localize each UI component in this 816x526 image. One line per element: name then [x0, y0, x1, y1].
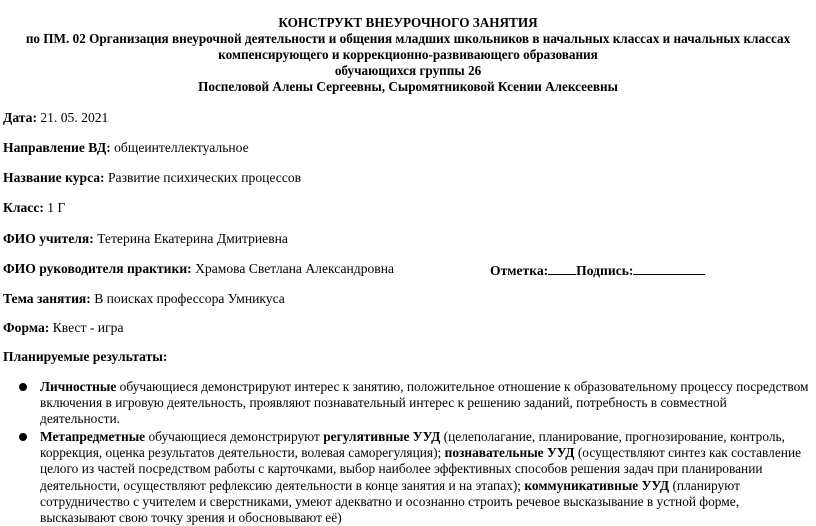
- cognitive-label: познавательные УУД: [444, 445, 575, 461]
- supervisor-value: Храмова Светлана Александровна: [191, 261, 395, 276]
- regulatory-text: (целеполагание, планирование, прогнозирование, контроль, коррекция, оценка результатов деятельности, волевая саморегуляция);: [40, 429, 786, 461]
- personal-text: обучающиеся демонстрируют интерес к занятию, положительное отношение к образовательному процессу посредством включения в игровую деятельность, проявляют познавательный интерес к решению заданий, потребность в совместной деятельности.: [40, 379, 809, 427]
- communicative-text: (планируют сотрудничество с учителем и сверстниками, умеют адекватно и осознанно строить речевое высказывание в устной форме, высказывают свою точку зрения и обосновывают её): [40, 477, 740, 526]
- results-label: Планируемые результаты:: [3, 349, 168, 364]
- signature-blank: [633, 261, 705, 275]
- form-value: Квест - игра: [49, 320, 124, 335]
- topic-value: В поисках профессора Умникуса: [90, 291, 285, 306]
- form-label: Форма:: [3, 320, 50, 335]
- communicative-label: коммуникативные УУД: [524, 477, 670, 493]
- topic-label: Тема занятия:: [3, 291, 91, 306]
- form-row: [3, 320, 123, 336]
- direction-value: общеинтеллектуальное: [110, 140, 249, 155]
- meta-results-text: [40, 429, 810, 526]
- class-value: 1 Г: [43, 200, 66, 215]
- bullet-icon: [19, 433, 27, 441]
- course-value: Развитие психических процессов: [104, 170, 302, 185]
- course-row: [3, 170, 301, 186]
- date-label: Дата:: [3, 110, 37, 125]
- course-label: Название курса:: [3, 170, 105, 185]
- results-heading: [3, 349, 167, 365]
- meta-text: обучающиеся демонстрируют: [145, 429, 324, 444]
- personal-results-text: [40, 379, 810, 428]
- class-label: Класс:: [3, 200, 44, 215]
- teacher-label: ФИО учителя:: [3, 231, 94, 246]
- module-line: по ПМ. 02 Организация внеурочной деятельности и общения младших школьников в начальных классах и начальных классах: [25, 31, 791, 46]
- signature-label: Подпись:: [576, 263, 634, 278]
- meta-label: Метапредметные: [40, 429, 146, 444]
- grade-signature-row: [490, 261, 705, 279]
- group-line: обучающихся группы 26: [334, 63, 482, 78]
- personal-label: Личностные: [40, 379, 117, 394]
- bullet-icon: [19, 383, 27, 391]
- supervisor-label: ФИО руководителя практики:: [3, 261, 192, 276]
- teacher-row: [3, 231, 288, 247]
- supervisor-row: [3, 261, 394, 277]
- class-row: [3, 200, 65, 216]
- grade-label: Отметка:: [490, 263, 549, 278]
- grade-blank: [548, 261, 576, 275]
- date-value: 21. 05. 2021: [36, 110, 109, 125]
- document-title: КОНСТРУКТ ВНЕУРОЧНОГО ЗАНЯТИЯ: [278, 15, 538, 30]
- direction-label: Направление ВД:: [3, 140, 111, 155]
- teacher-value: Тетерина Екатерина Дмитриевна: [93, 231, 288, 246]
- direction-row: [3, 140, 249, 156]
- date-row: [3, 110, 108, 126]
- topic-row: [3, 291, 285, 307]
- authors-line: Поспеловой Алены Сергеевны, Сыромятниковой Ксении Алексеевны: [198, 79, 618, 94]
- education-type-line: компенсирующего и коррекционно-развивающего образования: [218, 47, 598, 62]
- cognitive-text: (осуществляют синтез как составление целого из частей посредством работы с карточками, выбор наиболее эффективных способов решения задач при планировании деятельности, осуществляют рефлексию деятельности в конце занятия и на этапах);: [40, 445, 802, 493]
- regulatory-label: регулятивные УУД: [323, 429, 441, 444]
